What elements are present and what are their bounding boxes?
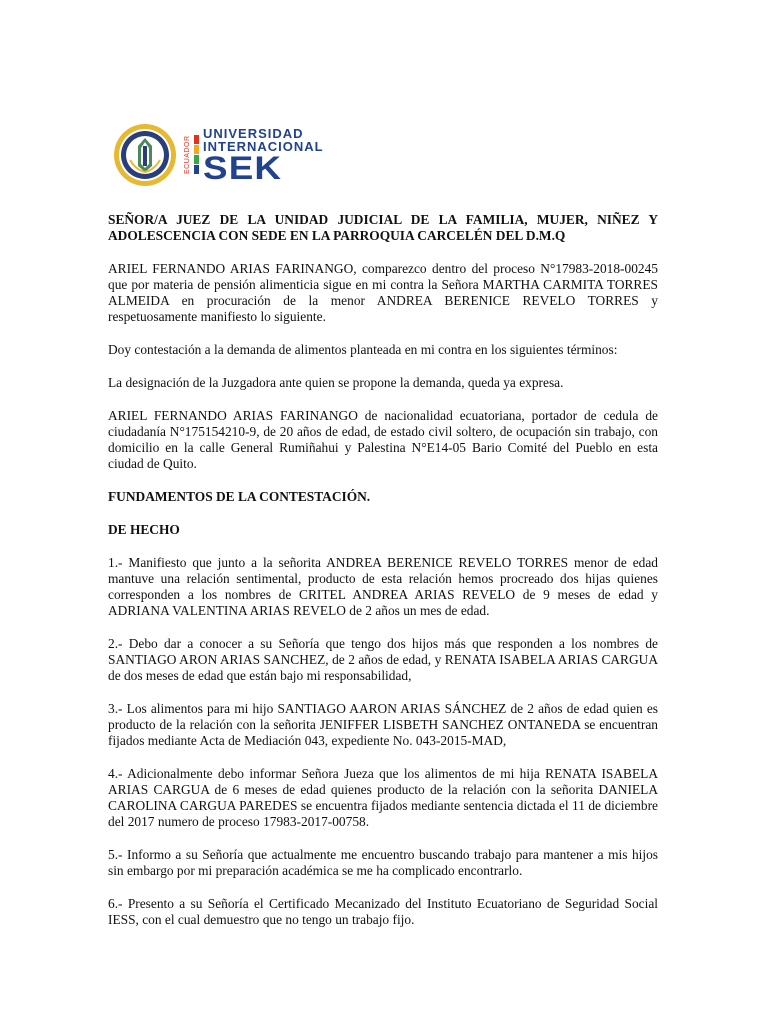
logo-color-bars — [194, 135, 199, 175]
logo-acronym: SEK — [203, 150, 283, 186]
fact-item-4: 4.- Adicionalmente debo informar Señora Jueza que los alimentos de mi hija RENATA ISABELA ARIAS CARGUA de 6 meses de edad quienes producto de la relación con la señorita DANIELA CAROLINA CARGUA PAREDES se encuentra fijados mediante sentencia dictada el 11 de diciembre del 2017 numero de proceso 17983-2017-00758. — [108, 766, 658, 829]
fact-item-5: 5.- Informo a su Señoría que actualmente me encuentro buscando trabajo para mantener a mis hijos sin embargo por mi preparación académica se me ha complicado encontrarlo. — [108, 847, 658, 878]
intro-paragraph: ARIEL FERNANDO ARIAS FARINANGO, comparezco dentro del proceso N°17983-2018-00245 que por materia de pensión alimenticia sigue en mi contra la Señora MARTHA CARMITA TORRES ALMEIDA en procuración de la menor ANDREA BERENICE REVELO TORRES y respetuosamente manifiesto lo siguiente. — [108, 261, 658, 324]
subsection-title: DE HECHO — [108, 522, 180, 537]
bar-orange — [194, 145, 199, 154]
bar-blue — [194, 165, 199, 174]
bar-green — [194, 155, 199, 164]
document-body — [108, 212, 658, 928]
logo-line1: UNIVERSIDAD — [203, 126, 304, 141]
logo-country: ECUADOR — [184, 135, 191, 175]
response-paragraph: Doy contestación a la demanda de alimentos planteada en mi contra en los siguientes términos: — [108, 342, 618, 357]
bar-red — [194, 135, 199, 144]
identity-paragraph: ARIEL FERNANDO ARIAS FARINANGO de nacionalidad ecuatoriana, portador de cedula de ciudadanía N°175154210-9, de 20 años de edad, de estado civil soltero, de ocupación sin trabajo, con domicilio en la calle General Rumiñahui y Palestina N°E14-05 Bario Comité del Pueblo en esta ciudad de Quito. — [108, 408, 658, 471]
university-seal-icon — [112, 122, 178, 188]
fact-item-6: 6.- Presento a su Señoría el Certificado Mecanizado del Instituto Ecuatoriano de Seguridad Social IESS, con el cual demuestro que no tengo un trabajo fijo. — [108, 896, 658, 927]
university-logo — [112, 122, 324, 188]
document-heading: SEÑOR/A JUEZ DE LA UNIDAD JUDICIAL DE LA FAMILIA, MUJER, NIÑEZ Y ADOLESCENCIA CON SEDE EN LA PARROQUIA CARCELÉN DEL D.M.Q — [108, 212, 658, 243]
logo-line2: INTERNACIONAL — [203, 139, 324, 154]
fact-item-2: 2.- Debo dar a conocer a su Señoría que tengo dos hijos más que responden a los nombres de SANTIAGO ARON ARIAS SANCHEZ, de 2 años de edad, y RENATA ISABELA ARIAS CARGUA de dos meses de edad que están bajo mi responsabilidad, — [108, 636, 658, 683]
designation-paragraph: La designación de la Juzgadora ante quien se propone la demanda, queda ya expresa. — [108, 375, 564, 390]
fact-item-1: 1.- Manifiesto que junto a la señorita ANDREA BERENICE REVELO TORRES menor de edad mantuve una relación sentimental, producto de esta relación hemos procreado dos hijas quienes corresponden a los nombres de CRITEL ANDREA ARIAS REVELO de 9 meses de edad y ADRIANA VALENTINA ARIAS REVELO de 2 años un mes de edad. — [108, 555, 658, 618]
section-title: FUNDAMENTOS DE LA CONTESTACIÓN. — [108, 489, 371, 504]
logo-wordmark — [203, 126, 324, 186]
fact-item-3: 3.- Los alimentos para mi hijo SANTIAGO AARON ARIAS SÁNCHEZ de 2 años de edad quien es producto de la relación con la señorita JENIFFER LISBETH SANCHEZ ONTANEDA se encuentran fijados mediante Acta de Mediación 043, expediente No. 043-2015-MAD, — [108, 701, 658, 748]
